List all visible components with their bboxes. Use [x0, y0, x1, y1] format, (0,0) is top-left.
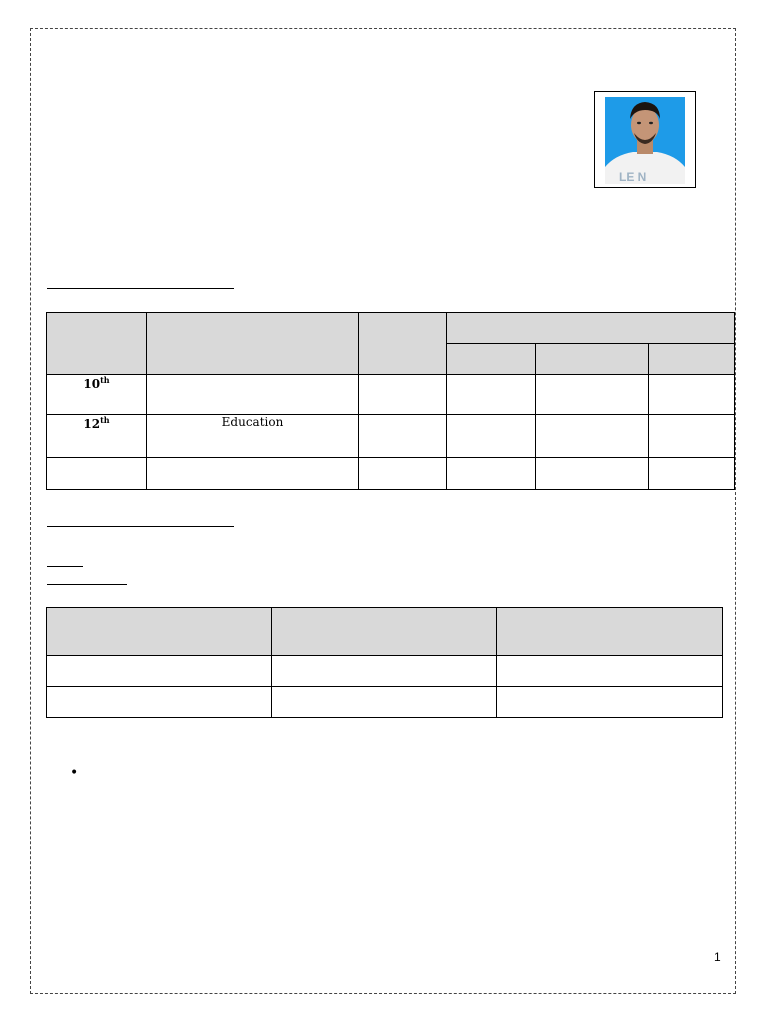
- header-cell: [649, 344, 735, 375]
- header-cell: [272, 608, 497, 656]
- profile-photo: [605, 97, 685, 184]
- table-cell: [649, 375, 735, 415]
- table-cell: [272, 656, 497, 687]
- bullet-list-item: [70, 766, 78, 780]
- table-header-row: [47, 313, 735, 344]
- header-cell: [147, 313, 359, 375]
- table-row: [47, 375, 735, 415]
- details-table: [46, 607, 723, 718]
- grade-suffix: th: [100, 375, 110, 385]
- table-cell: [447, 375, 536, 415]
- board-text: Education: [221, 415, 284, 429]
- table-cell: [359, 415, 447, 458]
- table-cell: [536, 415, 649, 458]
- table-cell: [497, 656, 723, 687]
- bullet-dot-icon: •: [70, 765, 79, 781]
- page-number: 1: [714, 950, 721, 964]
- table-row: [47, 415, 735, 458]
- header-cell: [359, 313, 447, 375]
- table-header-row: [47, 608, 723, 656]
- board-cell: [147, 375, 359, 415]
- section-heading-underline: [47, 526, 234, 527]
- section-heading-underline: [47, 566, 83, 567]
- grade-text: 12: [83, 417, 101, 431]
- table-cell: [47, 656, 272, 687]
- grade-cell: [47, 415, 147, 458]
- education-table: [46, 312, 735, 490]
- section-heading-underline: [47, 288, 234, 289]
- table-cell: [497, 687, 723, 718]
- table-cell: [47, 687, 272, 718]
- table-cell: [272, 687, 497, 718]
- board-cell: [147, 415, 359, 458]
- table-cell: [536, 458, 649, 490]
- header-cell: [536, 344, 649, 375]
- table-cell: [359, 458, 447, 490]
- profile-photo-frame: [594, 91, 696, 188]
- table-cell: [536, 375, 649, 415]
- table-row: [47, 687, 723, 718]
- table-cell: [649, 415, 735, 458]
- grade-cell: [47, 375, 147, 415]
- header-cell: [47, 313, 147, 375]
- table-cell: [147, 458, 359, 490]
- svg-text:LE N: LE N: [619, 170, 647, 184]
- grade-text: 10: [83, 377, 101, 391]
- table-row: [47, 656, 723, 687]
- header-cell: [47, 608, 272, 656]
- table-cell: [47, 458, 147, 490]
- grade-suffix: th: [100, 415, 110, 425]
- table-cell: [447, 458, 536, 490]
- header-cell: [447, 313, 735, 344]
- header-cell: [497, 608, 723, 656]
- table-row: [47, 458, 735, 490]
- table-cell: [447, 415, 536, 458]
- header-cell: [447, 344, 536, 375]
- section-heading-underline: [47, 584, 127, 585]
- table-cell: [359, 375, 447, 415]
- table-cell: [649, 458, 735, 490]
